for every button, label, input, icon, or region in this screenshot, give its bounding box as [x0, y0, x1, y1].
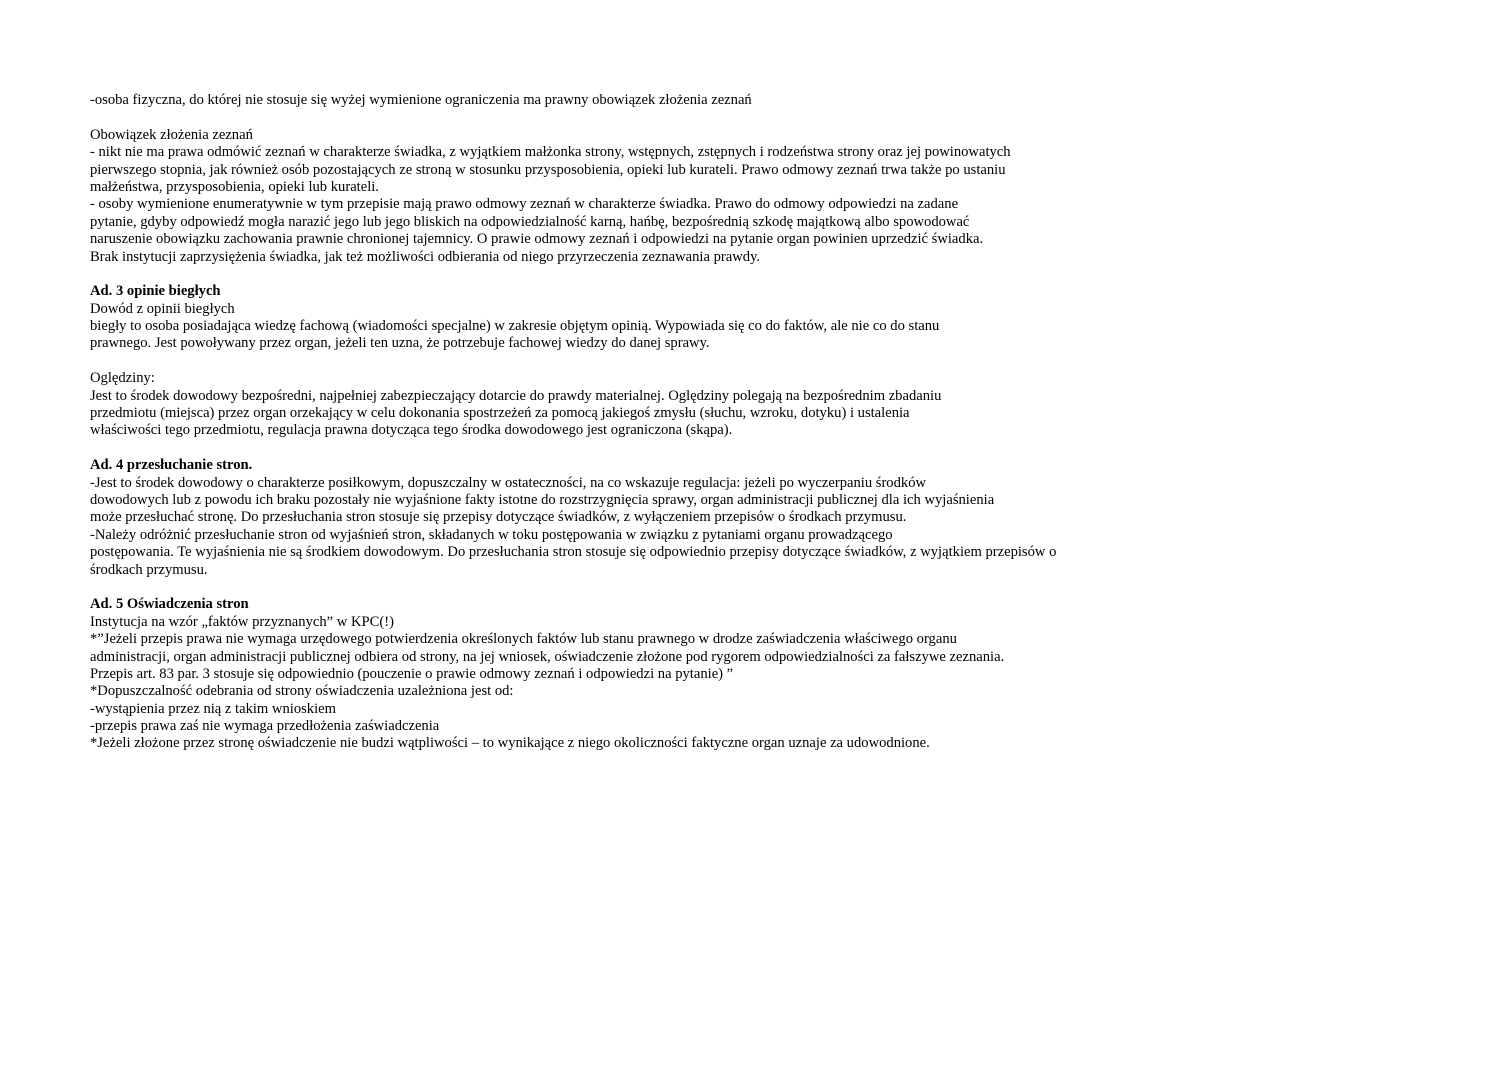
paragraph-spacer	[90, 266, 1490, 283]
paragraph-spacer	[90, 579, 1490, 596]
text-line: -osoba fizyczna, do której nie stosuje się wyżej wymienione ograniczenia ma prawny obowiązek złożenia zeznań	[90, 92, 752, 108]
text-line: -Należy odróżnić przesłuchanie stron od wyjaśnień stron, składanych w toku postępowania w związku z pytaniami organu prowadzącego	[90, 526, 893, 543]
document-section	[90, 283, 1490, 353]
text-line: właściwości tego przedmiotu, regulacja prawna dotycząca tego środka dowodowego jest ograniczona (skąpa).	[90, 422, 733, 439]
text-line: administracji, organ administracji publicznej odbiera od strony, na jej wniosek, oświadczenie złożone pod rygorem odpowiedzialności za fałszywe zeznania.	[90, 648, 1005, 665]
section-heading: Ad. 4 przesłuchanie stron.	[90, 457, 253, 474]
document-paragraph	[90, 370, 1490, 440]
text-line: Obowiązek złożenia zeznań	[90, 126, 253, 143]
paragraph-spacer	[90, 353, 1490, 370]
paragraph-spacer	[90, 440, 1490, 457]
text-line: Brak instytucji zaprzysiężenia świadka, jak też możliwości odbierania od niego przyrzeczenia zeznawania prawdy.	[90, 248, 761, 265]
text-line: -przepis prawa zaś nie wymaga przedłożenia zaświadczenia	[90, 718, 440, 735]
text-line: przedmiotu (miejsca) przez organ orzekający w celu dokonania spostrzeżeń za pomocą jakiegoś zmysłu (słuchu, wzroku, dotyku) i ustalenia	[90, 405, 910, 422]
text-line: prawnego. Jest powoływany przez organ, jeżeli ten uzna, że potrzebuje fachowej wiedzy do danej sprawy.	[90, 335, 710, 352]
text-line: *”Jeżeli przepis prawa nie wymaga urzędowego potwierdzenia określonych faktów lub stanu prawnego w drodze zaświadczenia właściwego organu	[90, 631, 957, 648]
text-line: biegły to osoba posiadająca wiedzę fachową (wiadomości specjalne) w zakresie objętym opinią. Wypowiada się co do faktów, ale nie co do stanu	[90, 318, 940, 335]
text-line: -Jest to środek dowodowy o charakterze posiłkowym, dopuszczalny w ostateczności, na co wskazuje regulacja: jeżeli po wyczerpaniu środków	[90, 474, 927, 491]
text-line: Oględziny:	[90, 370, 155, 387]
text-line: może przesłuchać stronę. Do przesłuchania stron stosuje się przepisy dotyczące świadków, z wyłączeniem przepisów o środkach przymusu.	[90, 509, 907, 526]
text-line: pytanie, gdyby odpowiedź mogła narazić jego lub jego bliskich na odpowiedzialność karną, hańbę, bezpośrednią szkodę majątkową albo spowodować	[90, 213, 970, 230]
text-line: - osoby wymienione enumeratywnie w tym przepisie mają prawo odmowy zeznań w charakterze świadka. Prawo do odmowy odpowiedzi na zadane	[90, 196, 959, 213]
text-line: Przepis art. 83 par. 3 stosuje się odpowiednio (pouczenie o prawie odmowy zeznań i odpowiedzi na pytanie) ”	[90, 665, 734, 682]
text-line: naruszenie obowiązku zachowania prawnie chronionej tajemnicy. O prawie odmowy zeznań i odpowiedzi na pytanie organ powinien uprzedzić świadka.	[90, 231, 984, 248]
text-line: małżeństwa, przysposobienia, opieki lub kurateli.	[90, 178, 379, 195]
text-line: Jest to środek dowodowy bezpośredni, najpełniej zabezpieczający dotarcie do prawdy materialnej. Oględziny polegają na bezpośrednim zbadaniu	[90, 387, 942, 404]
text-line: pierwszego stopnia, jak również osób pozostających ze stroną w stosunku przysposobienia, opieki lub kurateli. Prawo odmowy zeznań trwa także po ustaniu	[90, 161, 1006, 178]
text-line: Instytucja na wzór „faktów przyznanych” w KPC(!)	[90, 613, 394, 630]
section-heading: Ad. 3 opinie biegłych	[90, 283, 221, 300]
document-paragraph	[90, 92, 1490, 109]
document-section	[90, 596, 1490, 753]
document-paragraph	[90, 127, 1490, 266]
text-line: Dowód z opinii biegłych	[90, 300, 235, 317]
text-line: - nikt nie ma prawa odmówić zeznań w charakterze świadka, z wyjątkiem małżonka strony, wstępnych, zstępnych i rodzeństwa strony oraz jej powinowatych	[90, 144, 1011, 161]
text-line: -wystąpienia przez nią z takim wnioskiem	[90, 700, 336, 717]
document-body	[90, 92, 1490, 753]
text-line: *Dopuszczalność odebrania od strony oświadczenia uzależniona jest od:	[90, 683, 514, 700]
section-heading: Ad. 5 Oświadczenia stron	[90, 596, 249, 613]
paragraph-spacer	[90, 109, 1490, 126]
text-line: dowodowych lub z powodu ich braku pozostały nie wyjaśnione fakty istotne do rozstrzygnięcia sprawy, organ administracji publicznej dla ich wyjaśnienia	[90, 491, 995, 508]
document-section	[90, 457, 1490, 579]
text-line: postępowania. Te wyjaśnienia nie są środkiem dowodowym. Do przesłuchania stron stosuje się odpowiednio przepisy dotyczące świadków, z wyjątkiem przepisów o	[90, 544, 1057, 561]
text-line: środkach przymusu.	[90, 561, 208, 578]
text-line: *Jeżeli złożone przez stronę oświadczenie nie budzi wątpliwości – to wynikające z niego okoliczności faktyczne organ uznaje za udowodnione.	[90, 735, 930, 752]
